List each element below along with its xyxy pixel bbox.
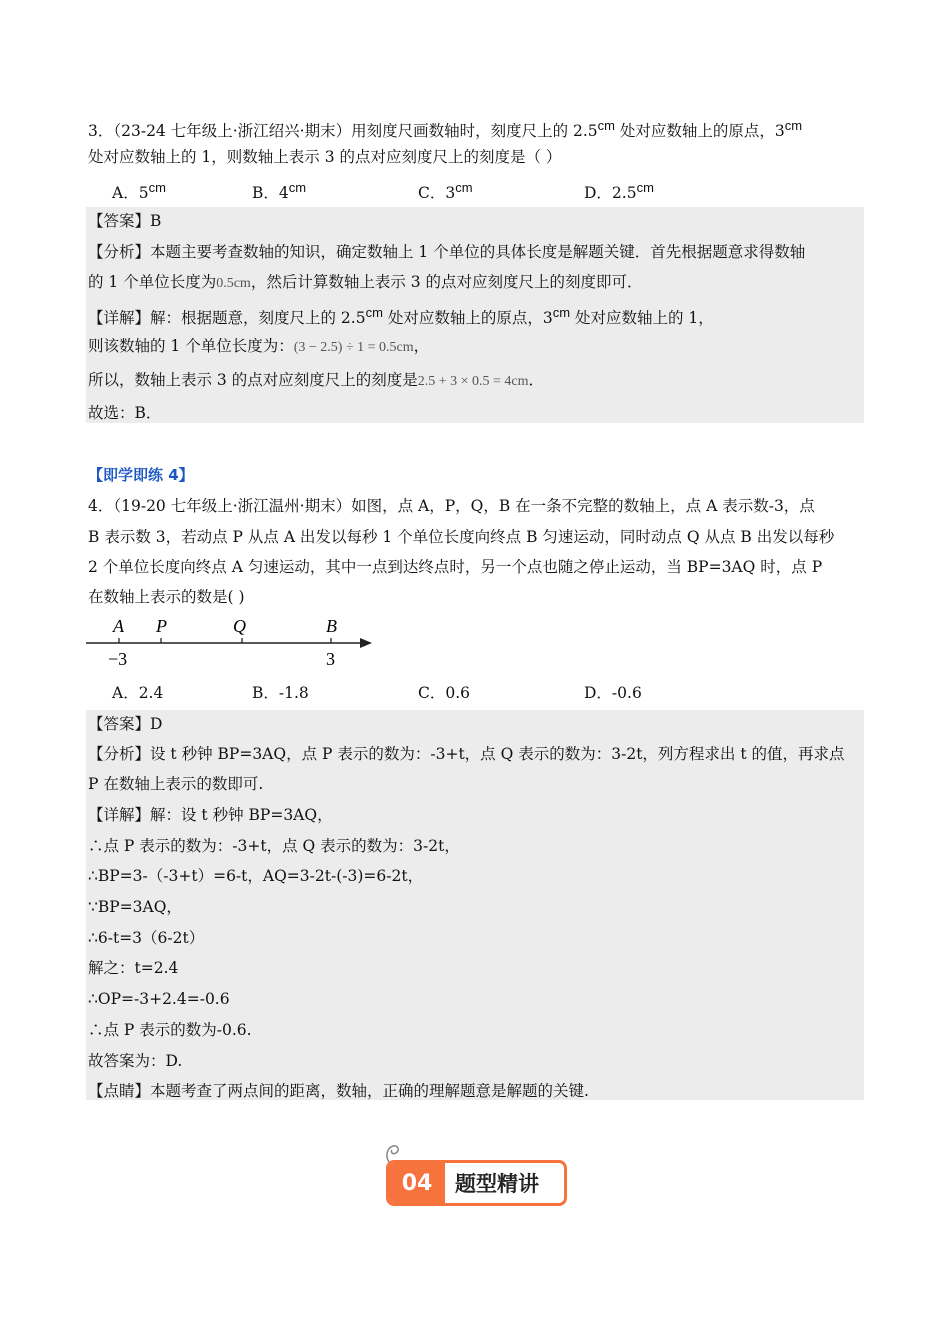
q3-analysis-2: 的 1 个单位长度为0.5cm，然后计算数轴上表示 3 的点对应刻度尺上的刻度即可． (88, 273, 643, 291)
q3-detail-1: 【详解】解：根据题意，刻度尺上的 $2.5^{cm}$ 处对应数轴上的原点，$3^{cm}$ 处对应数轴上的 1， (88, 305, 714, 328)
q4-option-d: D．-0.6 (584, 684, 642, 702)
q4-comment: 【点睛】本题考查了两点间的距离，数轴，正确的理解题意是解题的关键. (88, 1082, 589, 1100)
q4-step: ∴点 P 表示的数为-0.6. (88, 1021, 252, 1039)
q3-detail-2: 则该数轴的 1 个单位长度为：(3 − 2.5) ÷ 1 = 0.5cm， (88, 337, 430, 355)
practice-heading: 【即学即练 4】 (88, 466, 194, 484)
label-q: Q (233, 616, 246, 636)
q3-answer: 【答案】B (88, 212, 162, 230)
q4-step: ∴BP=3-（-3+t）=6-t，AQ=3-2t-(-3)=6-2t， (88, 867, 424, 885)
q4-line-2: B 表示数 3，若动点 P 从点 A 出发以每秒 1 个单位长度向终点 B 匀速运动，同时动点 Q 从点 B 出发以每秒 (88, 528, 835, 546)
q4-answer: 【答案】D (88, 715, 163, 733)
q4-option-b: B．-1.8 (252, 684, 309, 702)
q3-option-a: A．$5^{cm}$ (112, 180, 166, 203)
q3-detail-3: 所以，数轴上表示 3 的点对应刻度尺上的刻度是2.5 + 3 × 0.5 = 4cm． (88, 371, 545, 389)
number-line-arrow (360, 638, 372, 648)
q4-line-3: 2 个单位长度向终点 A 匀速运动，其中一点到达终点时，另一个点也随之停止运动，当 BP=3AQ 时，点 P (88, 558, 823, 576)
section-badge (386, 1160, 567, 1206)
section-title: 题型精讲 (455, 1172, 539, 1196)
q4-step: 解之：t=2.4 (88, 959, 179, 977)
q4-step: 故答案为：D. (88, 1052, 183, 1070)
section-number: 04 (389, 1163, 445, 1203)
q4-line-1: 4．（19-20 七年级上·浙江温州·期末）如图，点 A，P，Q，B 在一条不完整的数轴上，点 A 表示数-3，点 (88, 497, 815, 515)
q4-line-4: 在数轴上表示的数是( ) (88, 588, 245, 606)
q3-line-2: 处对应数轴上的 1，则数轴上表示 3 的点对应刻度尺上的刻度是（ ） (88, 148, 562, 166)
q4-analysis-2: P 在数轴上表示的数即可. (88, 775, 264, 793)
label-p: P (156, 616, 167, 636)
q3-option-c: C．$3^{cm}$ (418, 180, 473, 203)
q4-option-c: C．0.6 (418, 684, 471, 702)
q4-option-a: A．2.4 (112, 684, 164, 702)
q4-step: ∴OP=-3+2.4=-0.6 (88, 990, 230, 1008)
q3-option-b: B．$4^{cm}$ (252, 180, 307, 203)
q4-step: 【详解】解：设 t 秒钟 BP=3AQ， (88, 806, 333, 824)
q4-analysis-1: 【分析】设 t 秒钟 BP=3AQ，点 P 表示的数为：-3+t，点 Q 表示的数为：3-2t，列方程求出 t 的值，再求点 (88, 745, 845, 763)
label-b: B (326, 616, 337, 636)
q4-answer-block (86, 710, 864, 1100)
number-line-figure (86, 612, 386, 674)
label-a: A (113, 616, 124, 636)
value-minus-3: −3 (108, 649, 128, 669)
value-3: 3 (326, 649, 335, 669)
q4-step: ∵BP=3AQ， (88, 898, 182, 916)
q4-step: ∴6-t=3（6-2t） (88, 929, 205, 947)
q4-step: ∴点 P 表示的数为：-3+t，点 Q 表示的数为：3-2t， (88, 837, 460, 855)
q3-option-d: D．$2.5^{cm}$ (584, 180, 654, 203)
q3-line-1: 3．（23-24 七年级上·浙江绍兴·期末）用刻度尺画数轴时，刻度尺上的 $2.5^{cm}$ 处对应数轴上的原点，$3^{cm}$ (88, 118, 803, 141)
q3-analysis-1: 【分析】本题主要考查数轴的知识，确定数轴上 1 个单位的具体长度是解题关键．首先根据题意求得数轴 (88, 243, 806, 261)
q3-detail-4: 故选：B． (88, 404, 162, 422)
